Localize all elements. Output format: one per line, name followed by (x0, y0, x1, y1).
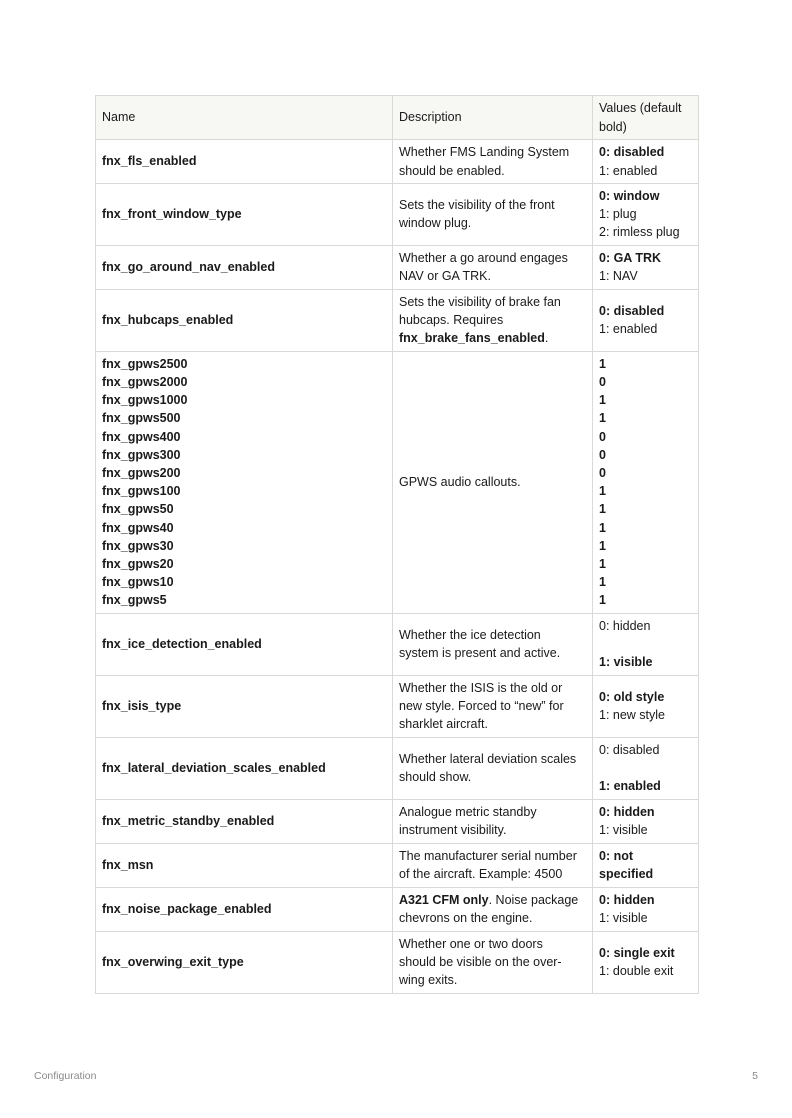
desc-highlight: A321 CFM only (399, 892, 489, 907)
setting-description (393, 737, 593, 799)
gpws-value-list (593, 351, 699, 613)
setting-values (593, 799, 699, 843)
default-value: 0: not (599, 848, 634, 863)
default-value: 0: hidden (599, 804, 655, 819)
desc-line: wing exits. (399, 973, 458, 988)
table-row (96, 140, 699, 184)
desc-line: window plug. (399, 216, 472, 231)
default-value: 0: GA TRK (599, 250, 662, 265)
desc-line: Sets the visibility of brake fan (399, 294, 561, 309)
desc-line: system is present and active. (399, 646, 561, 661)
option-value: 1: visible (599, 823, 648, 838)
desc-tail: . (544, 331, 549, 346)
gpws-value: 0 (599, 447, 606, 462)
desc-line: Whether the ice detection (399, 627, 541, 642)
table-row (96, 931, 699, 993)
setting-values (593, 887, 699, 931)
desc-line: should be visible on the over- (399, 955, 562, 969)
table-row (96, 843, 699, 887)
gpws-value: 0 (599, 429, 606, 444)
gpws-name: fnx_gpws200 (102, 465, 181, 480)
option-value: 1: double exit (599, 964, 674, 979)
desc-line: hubcaps. Requires (399, 313, 504, 327)
desc-line: instrument visibility. (399, 823, 507, 838)
table-row-gpws (96, 351, 699, 613)
setting-name: fnx_lateral_deviation_scales_enabled (96, 737, 393, 799)
gpws-name: fnx_gpws500 (102, 411, 181, 426)
setting-description (393, 613, 593, 675)
default-value: specified (599, 867, 654, 882)
default-value: 0: single exit (599, 945, 675, 960)
desc-line: new style. Forced to “new” for (399, 699, 564, 713)
setting-name: fnx_ice_detection_enabled (96, 613, 393, 675)
default-value: 0: disabled (599, 303, 665, 318)
desc-line: should show. (399, 770, 472, 785)
option-value: 2: rimless plug (599, 225, 680, 240)
gpws-name: fnx_gpws1000 (102, 393, 188, 408)
gpws-value: 1 (599, 520, 606, 535)
setting-values (593, 843, 699, 887)
desc-line: Sets the visibility of the front (399, 198, 555, 213)
desc-line: chevrons on the engine. (399, 911, 533, 926)
setting-description (393, 887, 593, 931)
default-value: 0: window (599, 189, 660, 203)
gpws-value: 1 (599, 393, 606, 408)
gpws-name: fnx_gpws2500 (102, 356, 188, 371)
desc-setting-reference: fnx_brake_fans_enabled (399, 331, 545, 346)
gpws-value: 1 (599, 356, 606, 371)
table-row (96, 613, 699, 675)
setting-name: fnx_front_window_type (96, 184, 393, 246)
gpws-value: 0 (599, 465, 606, 480)
page-number: 5 (752, 1070, 758, 1082)
gpws-name: fnx_gpws20 (102, 556, 174, 571)
option-value: 1: plug (599, 207, 637, 222)
option-value: 1: visible (599, 911, 648, 926)
value-spacer (599, 759, 692, 777)
desc-line: Whether FMS Landing System (399, 145, 570, 160)
option-value: 0: disabled (599, 742, 660, 757)
gpws-value: 1 (599, 484, 606, 499)
setting-description (393, 184, 593, 246)
default-value: 1: visible (599, 655, 653, 670)
setting-description (393, 843, 593, 887)
option-value: 1: new style (599, 708, 666, 723)
option-value: 1: enabled (599, 322, 658, 337)
gpws-name-list (96, 351, 393, 613)
desc-line: The manufacturer serial number (399, 848, 577, 863)
gpws-value: 0 (599, 374, 606, 389)
gpws-name: fnx_gpws5 (102, 593, 167, 608)
gpws-name: fnx_gpws100 (102, 484, 181, 499)
table-row (96, 675, 699, 737)
configuration-table (95, 95, 699, 994)
setting-values (593, 737, 699, 799)
option-value: 0: hidden (599, 618, 651, 633)
desc-line: NAV or GA TRK. (399, 269, 491, 284)
table-row (96, 245, 699, 289)
desc-tail: . Noise package (488, 892, 579, 907)
gpws-name: fnx_gpws2000 (102, 374, 188, 389)
header-values-line1: Values (default (599, 101, 682, 116)
desc-line: Analogue metric standby (399, 804, 537, 819)
default-value: 0: hidden (599, 892, 655, 907)
setting-description: GPWS audio callouts. (393, 351, 593, 613)
setting-values (593, 245, 699, 289)
gpws-value: 1 (599, 575, 606, 590)
setting-description (393, 140, 593, 184)
value-spacer (599, 635, 692, 653)
gpws-name: fnx_gpws40 (102, 520, 174, 535)
option-value: 1: enabled (599, 163, 658, 178)
desc-line (399, 329, 586, 347)
setting-name: fnx_go_around_nav_enabled (96, 245, 393, 289)
setting-name: fnx_noise_package_enabled (96, 887, 393, 931)
gpws-value: 1 (599, 502, 606, 517)
gpws-value: 1 (599, 538, 606, 553)
footer-section-label: Configuration (34, 1070, 97, 1082)
gpws-name: fnx_gpws400 (102, 429, 181, 444)
table-row (96, 887, 699, 931)
option-value: 1: NAV (599, 269, 638, 284)
setting-name: fnx_overwing_exit_type (96, 931, 393, 993)
gpws-name: fnx_gpws300 (102, 447, 181, 462)
setting-values (593, 931, 699, 993)
setting-description (393, 931, 593, 993)
header-values (593, 96, 699, 140)
default-value: 0: old style (599, 689, 665, 704)
desc-line: Whether lateral deviation scales (399, 751, 577, 766)
desc-line: Whether a go around engages (399, 250, 568, 265)
desc-line (399, 891, 586, 909)
gpws-name: fnx_gpws30 (102, 538, 174, 553)
desc-line: Whether the ISIS is the old or (399, 680, 563, 695)
default-value: 0: disabled (599, 145, 665, 160)
default-value: 1: enabled (599, 779, 661, 794)
header-description: Description (393, 96, 593, 140)
setting-description (393, 675, 593, 737)
desc-line: of the aircraft. Example: 4500 (399, 867, 563, 882)
gpws-name: fnx_gpws10 (102, 575, 174, 590)
setting-name: fnx_fls_enabled (96, 140, 393, 184)
setting-description (393, 799, 593, 843)
setting-name: fnx_metric_standby_enabled (96, 799, 393, 843)
setting-name: fnx_hubcaps_enabled (96, 289, 393, 351)
table-row (96, 799, 699, 843)
header-name: Name (96, 96, 393, 140)
setting-description (393, 245, 593, 289)
table-row (96, 289, 699, 351)
gpws-value: 1 (599, 593, 606, 608)
header-values-line2: bold) (599, 119, 627, 134)
gpws-name: fnx_gpws50 (102, 502, 174, 517)
setting-values (593, 289, 699, 351)
setting-name: fnx_msn (96, 843, 393, 887)
desc-line: sharklet aircraft. (399, 717, 488, 732)
setting-values (593, 675, 699, 737)
table-row (96, 737, 699, 799)
setting-values (593, 184, 699, 246)
gpws-value: 1 (599, 411, 606, 426)
setting-name: fnx_isis_type (96, 675, 393, 737)
table-header-row (96, 96, 699, 140)
desc-line: should be enabled. (399, 163, 505, 178)
setting-description (393, 289, 593, 351)
table-row (96, 184, 699, 246)
setting-values (593, 140, 699, 184)
gpws-value: 1 (599, 556, 606, 571)
desc-line: Whether one or two doors (399, 936, 543, 951)
setting-values (593, 613, 699, 675)
